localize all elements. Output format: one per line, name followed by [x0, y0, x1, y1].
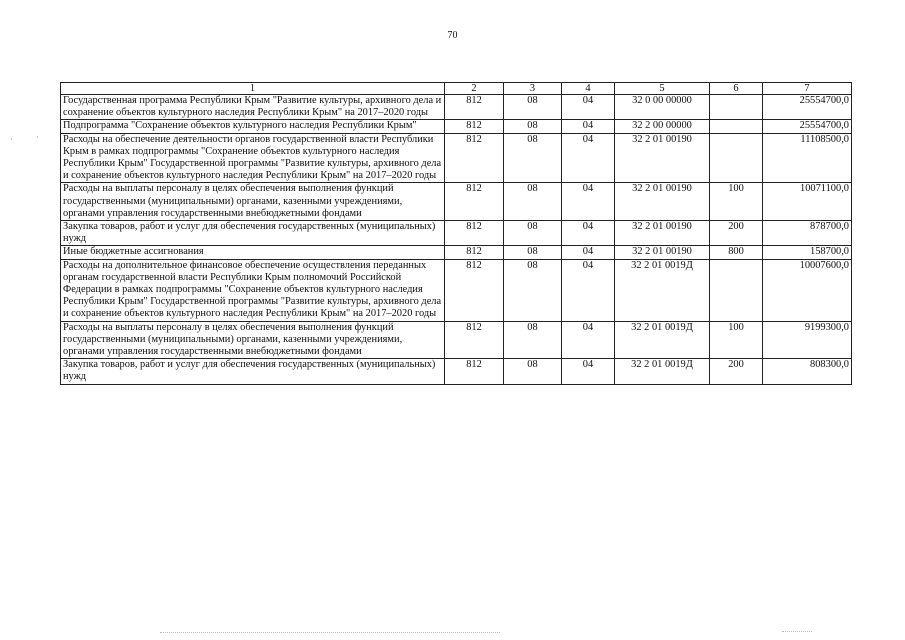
row-target-code: 32 2 01 0019Д — [615, 321, 710, 359]
column-header: 5 — [615, 83, 710, 95]
scan-artifact-line-right — [782, 631, 812, 633]
row-name: Иные бюджетные ассигнования — [61, 246, 445, 259]
row-target-code: 32 2 01 00190 — [615, 221, 710, 246]
scan-mark-left-2: · — [10, 135, 13, 144]
table-row — [61, 133, 852, 183]
row-section-code: 08 — [504, 133, 562, 183]
row-section-code: 08 — [504, 95, 562, 120]
row-name: Закупка товаров, работ и услуг для обеспечения государственных (муниципальных) нужд — [61, 221, 445, 246]
row-name: Закупка товаров, работ и услуг для обеспечения государственных (муниципальных) нужд — [61, 359, 445, 384]
row-section-code: 08 — [504, 246, 562, 259]
table-row — [61, 183, 852, 221]
row-section-code: 08 — [504, 321, 562, 359]
row-subsection-code: 04 — [562, 120, 615, 133]
row-amount: 878700,0 — [763, 221, 852, 246]
row-subsection-code: 04 — [562, 321, 615, 359]
row-ministry-code: 812 — [445, 246, 504, 259]
row-name: Расходы на дополнительное финансовое обеспечение осуществления переданных органам государственной власти Республики Крым полномочий Российской Федерации в рамках подпрограммы "Сохранение объектов культурного наследия Республики Крым" Государственной программы "Развитие культуры, архивного дела и сохранение объектов культурного наследия Республики Крым" на 2017–2020 годы — [61, 259, 445, 321]
row-name: Расходы на выплаты персоналу в целях обеспечения выполнения функций государственными (муниципальными) органами, казенными учреждениями, органами управления государственными внебюджетными фондами — [61, 183, 445, 221]
table-row — [61, 359, 852, 384]
row-amount: 11108500,0 — [763, 133, 852, 183]
row-amount: 25554700,0 — [763, 95, 852, 120]
row-ministry-code: 812 — [445, 95, 504, 120]
row-target-code: 32 2 01 00190 — [615, 183, 710, 221]
row-target-code: 32 0 00 00000 — [615, 95, 710, 120]
table-row — [61, 221, 852, 246]
row-ministry-code: 812 — [445, 259, 504, 321]
table-row — [61, 95, 852, 120]
row-name: Государственная программа Республики Крым "Развитие культуры, архивного дела и сохранение объектов культурного наследия Республики Крым" на 2017–2020 годы — [61, 95, 445, 120]
row-amount: 9199300,0 — [763, 321, 852, 359]
table-row — [61, 259, 852, 321]
row-name: Расходы на обеспечение деятельности органов государственной власти Республики Крым в рамках подпрограммы "Сохранение объектов культурного наследия Республики Крым" Государственной программы "Развитие культуры, архивного дела и сохранение объектов культурного наследия Республики Крым" на 2017–2020 годы — [61, 133, 445, 183]
row-subsection-code: 04 — [562, 359, 615, 384]
row-section-code: 08 — [504, 259, 562, 321]
row-expense-type: 800 — [710, 246, 763, 259]
budget-table — [60, 82, 852, 385]
column-header: 1 — [61, 83, 445, 95]
scan-artifact-line — [160, 632, 500, 634]
row-expense-type — [710, 120, 763, 133]
row-target-code: 32 2 00 00000 — [615, 120, 710, 133]
scan-mark-left: · — [36, 133, 39, 142]
row-ministry-code: 812 — [445, 221, 504, 246]
column-header: 3 — [504, 83, 562, 95]
column-header: 4 — [562, 83, 615, 95]
row-subsection-code: 04 — [562, 221, 615, 246]
row-section-code: 08 — [504, 221, 562, 246]
row-target-code: 32 2 01 0019Д — [615, 259, 710, 321]
row-expense-type: 100 — [710, 321, 763, 359]
row-subsection-code: 04 — [562, 259, 615, 321]
table-row — [61, 120, 852, 133]
row-amount: 10071100,0 — [763, 183, 852, 221]
row-expense-type: 200 — [710, 221, 763, 246]
row-expense-type — [710, 133, 763, 183]
row-amount: 10007600,0 — [763, 259, 852, 321]
row-section-code: 08 — [504, 120, 562, 133]
row-amount: 808300,0 — [763, 359, 852, 384]
row-subsection-code: 04 — [562, 183, 615, 221]
column-header: 2 — [445, 83, 504, 95]
row-section-code: 08 — [504, 359, 562, 384]
table-row — [61, 321, 852, 359]
row-expense-type: 100 — [710, 183, 763, 221]
row-ministry-code: 812 — [445, 321, 504, 359]
row-ministry-code: 812 — [445, 133, 504, 183]
row-ministry-code: 812 — [445, 120, 504, 133]
column-header: 6 — [710, 83, 763, 95]
row-expense-type — [710, 259, 763, 321]
row-amount: 25554700,0 — [763, 120, 852, 133]
row-subsection-code: 04 — [562, 95, 615, 120]
row-expense-type — [710, 95, 763, 120]
row-target-code: 32 2 01 0019Д — [615, 359, 710, 384]
column-header: 7 — [763, 83, 852, 95]
row-subsection-code: 04 — [562, 133, 615, 183]
row-name: Подпрограмма "Сохранение объектов культурного наследия Республики Крым" — [61, 120, 445, 133]
row-target-code: 32 2 01 00190 — [615, 246, 710, 259]
row-expense-type: 200 — [710, 359, 763, 384]
page-number: 70 — [447, 30, 458, 41]
row-amount: 158700,0 — [763, 246, 852, 259]
row-ministry-code: 812 — [445, 183, 504, 221]
row-subsection-code: 04 — [562, 246, 615, 259]
row-ministry-code: 812 — [445, 359, 504, 384]
row-section-code: 08 — [504, 183, 562, 221]
row-target-code: 32 2 01 00190 — [615, 133, 710, 183]
table-row — [61, 246, 852, 259]
table-header-row — [61, 83, 852, 95]
row-name: Расходы на выплаты персоналу в целях обеспечения выполнения функций государственными (муниципальными) органами, казенными учреждениями, органами управления государственными внебюджетными фондами — [61, 321, 445, 359]
